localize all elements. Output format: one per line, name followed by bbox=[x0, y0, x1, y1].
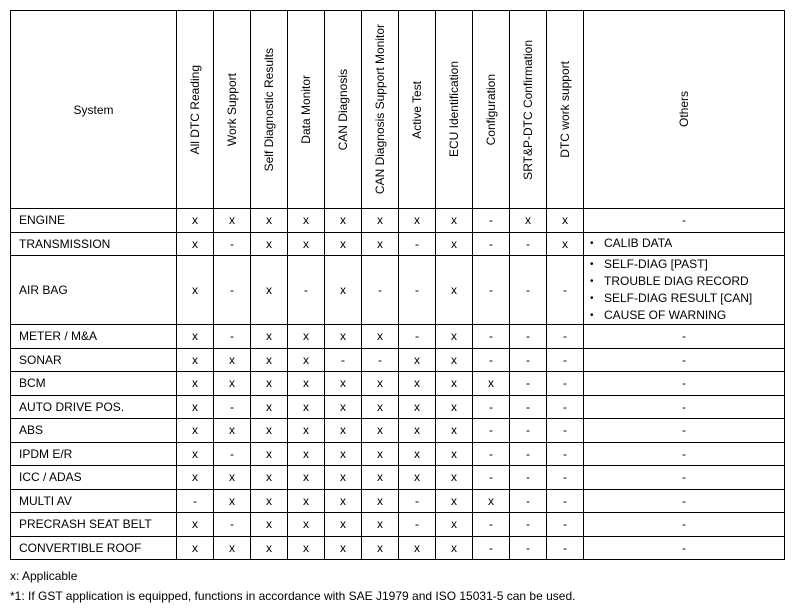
applicability-cell: - bbox=[547, 536, 584, 560]
applicability-cell: x bbox=[251, 442, 288, 466]
applicability-cell: x bbox=[177, 442, 214, 466]
applicability-cell: x bbox=[362, 442, 399, 466]
header-label: Data Monitor bbox=[299, 75, 313, 144]
applicability-cell: x bbox=[214, 372, 251, 396]
applicability-cell: x bbox=[436, 232, 473, 256]
applicability-cell: - bbox=[473, 395, 510, 419]
applicability-cell: x bbox=[325, 232, 362, 256]
system-name-cell: IPDM E/R bbox=[11, 442, 177, 466]
applicability-cell: x bbox=[214, 489, 251, 513]
applicability-cell: - bbox=[510, 348, 547, 372]
applicability-cell: x bbox=[362, 419, 399, 443]
applicability-cell: - bbox=[547, 513, 584, 537]
table-row bbox=[11, 256, 785, 325]
header-system bbox=[11, 11, 177, 209]
applicability-cell: - bbox=[473, 325, 510, 349]
applicability-cell: - bbox=[510, 442, 547, 466]
header-label: ECU Identification bbox=[447, 61, 461, 158]
others-list-item: • SELF-DIAG [PAST] bbox=[590, 256, 784, 273]
applicability-cell: x bbox=[288, 395, 325, 419]
applicability-cell: - bbox=[547, 466, 584, 490]
diagnostic-function-table-container bbox=[10, 10, 785, 560]
applicability-cell: x bbox=[177, 209, 214, 233]
applicability-cell: x bbox=[288, 372, 325, 396]
table-row bbox=[11, 325, 785, 349]
applicability-cell: - bbox=[510, 395, 547, 419]
applicability-cell: x bbox=[399, 442, 436, 466]
applicability-cell: x bbox=[325, 536, 362, 560]
applicability-cell: x bbox=[473, 489, 510, 513]
table-row bbox=[11, 466, 785, 490]
applicability-cell: x bbox=[251, 348, 288, 372]
header-can-diagnosis bbox=[325, 11, 362, 209]
others-list-item: • CALIB DATA bbox=[590, 235, 784, 252]
applicability-cell: x bbox=[325, 209, 362, 233]
applicability-cell: - bbox=[547, 419, 584, 443]
table-row bbox=[11, 536, 785, 560]
table-row bbox=[11, 419, 785, 443]
footnote: *1: If GST application is equipped, functions in accordance with SAE J1979 and ISO 15031-5 can be used. bbox=[10, 589, 576, 603]
applicability-cell: - bbox=[473, 466, 510, 490]
applicability-cell: - bbox=[510, 419, 547, 443]
applicability-cell: - bbox=[473, 256, 510, 325]
table-row bbox=[11, 209, 785, 233]
others-cell: - bbox=[584, 489, 785, 513]
others-list-item: • TROUBLE DIAG RECORD bbox=[590, 273, 784, 290]
others-cell: - bbox=[584, 348, 785, 372]
applicability-cell: - bbox=[214, 325, 251, 349]
system-name-cell: ABS bbox=[11, 419, 177, 443]
header-can-diagnosis-support-monitor bbox=[362, 11, 399, 209]
applicability-cell: x bbox=[288, 442, 325, 466]
header-label: CAN Diagnosis Support Monitor bbox=[373, 24, 387, 195]
header-self-diagnostic-results bbox=[251, 11, 288, 209]
others-cell: - bbox=[584, 536, 785, 560]
others-list-item: • CAUSE OF WARNING bbox=[590, 307, 784, 324]
applicability-cell: x bbox=[436, 325, 473, 349]
header-label: CAN Diagnosis bbox=[336, 68, 350, 151]
applicability-cell: x bbox=[251, 489, 288, 513]
applicability-cell: x bbox=[436, 513, 473, 537]
applicability-cell: x bbox=[214, 466, 251, 490]
applicability-cell: - bbox=[547, 442, 584, 466]
header-work-support bbox=[214, 11, 251, 209]
applicability-cell: x bbox=[362, 209, 399, 233]
others-list bbox=[584, 235, 784, 252]
applicability-cell: x bbox=[288, 232, 325, 256]
header-label: Others bbox=[677, 91, 691, 128]
applicability-cell: x bbox=[362, 536, 399, 560]
applicability-cell: x bbox=[251, 395, 288, 419]
applicability-cell: - bbox=[288, 256, 325, 325]
applicability-cell: - bbox=[510, 232, 547, 256]
applicability-cell: x bbox=[177, 348, 214, 372]
diagnostic-function-table bbox=[10, 10, 785, 560]
applicability-cell: - bbox=[510, 466, 547, 490]
system-name-cell: AIR BAG bbox=[11, 256, 177, 325]
table-notes bbox=[10, 566, 575, 606]
system-name-cell: ICC / ADAS bbox=[11, 466, 177, 490]
applicability-cell: x bbox=[325, 489, 362, 513]
applicability-cell: - bbox=[510, 256, 547, 325]
table-body bbox=[11, 209, 785, 560]
applicability-cell: - bbox=[510, 372, 547, 396]
applicability-cell: - bbox=[473, 348, 510, 372]
applicability-cell: x bbox=[436, 489, 473, 513]
system-name-cell: ENGINE bbox=[11, 209, 177, 233]
system-name-cell: TRANSMISSION bbox=[11, 232, 177, 256]
applicability-cell: - bbox=[214, 442, 251, 466]
applicability-cell: x bbox=[325, 419, 362, 443]
applicability-cell: x bbox=[288, 325, 325, 349]
applicability-cell: x bbox=[251, 536, 288, 560]
applicability-cell: x bbox=[288, 348, 325, 372]
applicability-cell: x bbox=[288, 466, 325, 490]
applicability-cell: x bbox=[436, 256, 473, 325]
applicability-cell: - bbox=[547, 372, 584, 396]
system-name-cell: SONAR bbox=[11, 348, 177, 372]
header-label: DTC work support bbox=[558, 61, 572, 158]
table-row bbox=[11, 232, 785, 256]
others-list bbox=[584, 256, 784, 324]
applicability-cell: x bbox=[325, 325, 362, 349]
others-cell bbox=[584, 256, 785, 325]
applicability-cell: x bbox=[214, 209, 251, 233]
applicability-cell: x bbox=[177, 232, 214, 256]
applicability-cell: x bbox=[177, 325, 214, 349]
others-cell: - bbox=[584, 209, 785, 233]
applicability-cell: x bbox=[510, 209, 547, 233]
applicability-cell: x bbox=[325, 466, 362, 490]
applicability-cell: - bbox=[214, 395, 251, 419]
applicability-cell: x bbox=[436, 536, 473, 560]
applicability-cell: x bbox=[177, 513, 214, 537]
table-row bbox=[11, 489, 785, 513]
applicability-cell: x bbox=[325, 372, 362, 396]
table-row bbox=[11, 442, 785, 466]
applicability-cell: - bbox=[510, 489, 547, 513]
header-row bbox=[11, 11, 785, 209]
applicability-cell: x bbox=[288, 209, 325, 233]
applicability-cell: x bbox=[547, 209, 584, 233]
applicability-cell: x bbox=[436, 466, 473, 490]
applicability-cell: - bbox=[177, 489, 214, 513]
applicability-cell: - bbox=[473, 232, 510, 256]
applicability-cell: x bbox=[177, 466, 214, 490]
others-cell: - bbox=[584, 513, 785, 537]
applicability-cell: - bbox=[399, 256, 436, 325]
header-dtc-work-support bbox=[547, 11, 584, 209]
applicability-cell: - bbox=[473, 419, 510, 443]
legend-note: x: Applicable bbox=[10, 569, 78, 583]
applicability-cell: - bbox=[510, 536, 547, 560]
header-label: Self Diagnostic Results bbox=[262, 47, 276, 172]
table-row bbox=[11, 372, 785, 396]
header-label: Configuration bbox=[484, 73, 498, 146]
applicability-cell: x bbox=[399, 395, 436, 419]
table-row bbox=[11, 395, 785, 419]
applicability-cell: x bbox=[288, 419, 325, 443]
system-name-cell: PRECRASH SEAT BELT bbox=[11, 513, 177, 537]
others-cell: - bbox=[584, 419, 785, 443]
system-name-cell: CONVERTIBLE ROOF bbox=[11, 536, 177, 560]
header-ecu-identification bbox=[436, 11, 473, 209]
table-row bbox=[11, 348, 785, 372]
applicability-cell: x bbox=[251, 256, 288, 325]
applicability-cell: x bbox=[214, 419, 251, 443]
applicability-cell: - bbox=[214, 232, 251, 256]
applicability-cell: x bbox=[362, 395, 399, 419]
system-name-cell: BCM bbox=[11, 372, 177, 396]
applicability-cell: x bbox=[288, 513, 325, 537]
applicability-cell: x bbox=[436, 372, 473, 396]
applicability-cell: x bbox=[214, 348, 251, 372]
others-cell bbox=[584, 232, 785, 256]
applicability-cell: - bbox=[362, 256, 399, 325]
header-active-test bbox=[399, 11, 436, 209]
applicability-cell: x bbox=[251, 513, 288, 537]
applicability-cell: x bbox=[251, 209, 288, 233]
applicability-cell: x bbox=[399, 419, 436, 443]
header-label: Work Support bbox=[225, 72, 239, 147]
applicability-cell: x bbox=[436, 442, 473, 466]
applicability-cell: - bbox=[473, 536, 510, 560]
system-name-cell: MULTI AV bbox=[11, 489, 177, 513]
applicability-cell: - bbox=[547, 489, 584, 513]
applicability-cell: - bbox=[547, 395, 584, 419]
applicability-cell: - bbox=[362, 348, 399, 372]
header-srt-p-dtc-confirmation bbox=[510, 11, 547, 209]
applicability-cell: x bbox=[325, 442, 362, 466]
applicability-cell: - bbox=[399, 513, 436, 537]
others-cell: - bbox=[584, 466, 785, 490]
applicability-cell: x bbox=[399, 209, 436, 233]
applicability-cell: - bbox=[473, 442, 510, 466]
applicability-cell: x bbox=[325, 395, 362, 419]
others-list-item: • SELF-DIAG RESULT [CAN] bbox=[590, 290, 784, 307]
header-label: SRT&P-DTC Confirmation bbox=[521, 39, 535, 180]
applicability-cell: x bbox=[251, 232, 288, 256]
applicability-cell: x bbox=[251, 325, 288, 349]
header-system-label: System bbox=[73, 102, 114, 117]
applicability-cell: x bbox=[436, 395, 473, 419]
applicability-cell: x bbox=[177, 395, 214, 419]
applicability-cell: - bbox=[399, 489, 436, 513]
applicability-cell: x bbox=[399, 536, 436, 560]
applicability-cell: - bbox=[473, 513, 510, 537]
header-all-dtc-reading bbox=[177, 11, 214, 209]
applicability-cell: x bbox=[436, 419, 473, 443]
applicability-cell: - bbox=[547, 325, 584, 349]
applicability-cell: x bbox=[251, 372, 288, 396]
system-name-cell: AUTO DRIVE POS. bbox=[11, 395, 177, 419]
applicability-cell: x bbox=[177, 419, 214, 443]
others-cell: - bbox=[584, 395, 785, 419]
applicability-cell: x bbox=[362, 513, 399, 537]
applicability-cell: x bbox=[399, 348, 436, 372]
applicability-cell: x bbox=[362, 372, 399, 396]
applicability-cell: x bbox=[362, 489, 399, 513]
applicability-cell: x bbox=[399, 372, 436, 396]
header-data-monitor bbox=[288, 11, 325, 209]
applicability-cell: x bbox=[473, 372, 510, 396]
header-label: All DTC Reading bbox=[188, 64, 202, 155]
applicability-cell: - bbox=[547, 256, 584, 325]
applicability-cell: x bbox=[288, 489, 325, 513]
applicability-cell: - bbox=[399, 325, 436, 349]
applicability-cell: - bbox=[325, 348, 362, 372]
applicability-cell: x bbox=[325, 256, 362, 325]
applicability-cell: x bbox=[251, 419, 288, 443]
others-cell: - bbox=[584, 442, 785, 466]
applicability-cell: x bbox=[177, 536, 214, 560]
applicability-cell: - bbox=[510, 513, 547, 537]
header-configuration bbox=[473, 11, 510, 209]
applicability-cell: - bbox=[214, 256, 251, 325]
others-cell: - bbox=[584, 325, 785, 349]
others-cell: - bbox=[584, 372, 785, 396]
applicability-cell: x bbox=[399, 466, 436, 490]
applicability-cell: x bbox=[547, 232, 584, 256]
applicability-cell: x bbox=[325, 513, 362, 537]
header-others bbox=[584, 11, 785, 209]
applicability-cell: - bbox=[510, 325, 547, 349]
applicability-cell: x bbox=[177, 256, 214, 325]
applicability-cell: - bbox=[214, 513, 251, 537]
applicability-cell: - bbox=[399, 232, 436, 256]
applicability-cell: - bbox=[473, 209, 510, 233]
applicability-cell: x bbox=[436, 209, 473, 233]
header-label: Active Test bbox=[410, 80, 424, 139]
table-row bbox=[11, 513, 785, 537]
applicability-cell: - bbox=[547, 348, 584, 372]
applicability-cell: x bbox=[436, 348, 473, 372]
applicability-cell: x bbox=[362, 325, 399, 349]
applicability-cell: x bbox=[362, 232, 399, 256]
applicability-cell: x bbox=[251, 466, 288, 490]
applicability-cell: x bbox=[288, 536, 325, 560]
applicability-cell: x bbox=[214, 536, 251, 560]
system-name-cell: METER / M&A bbox=[11, 325, 177, 349]
applicability-cell: x bbox=[177, 372, 214, 396]
applicability-cell: x bbox=[362, 466, 399, 490]
